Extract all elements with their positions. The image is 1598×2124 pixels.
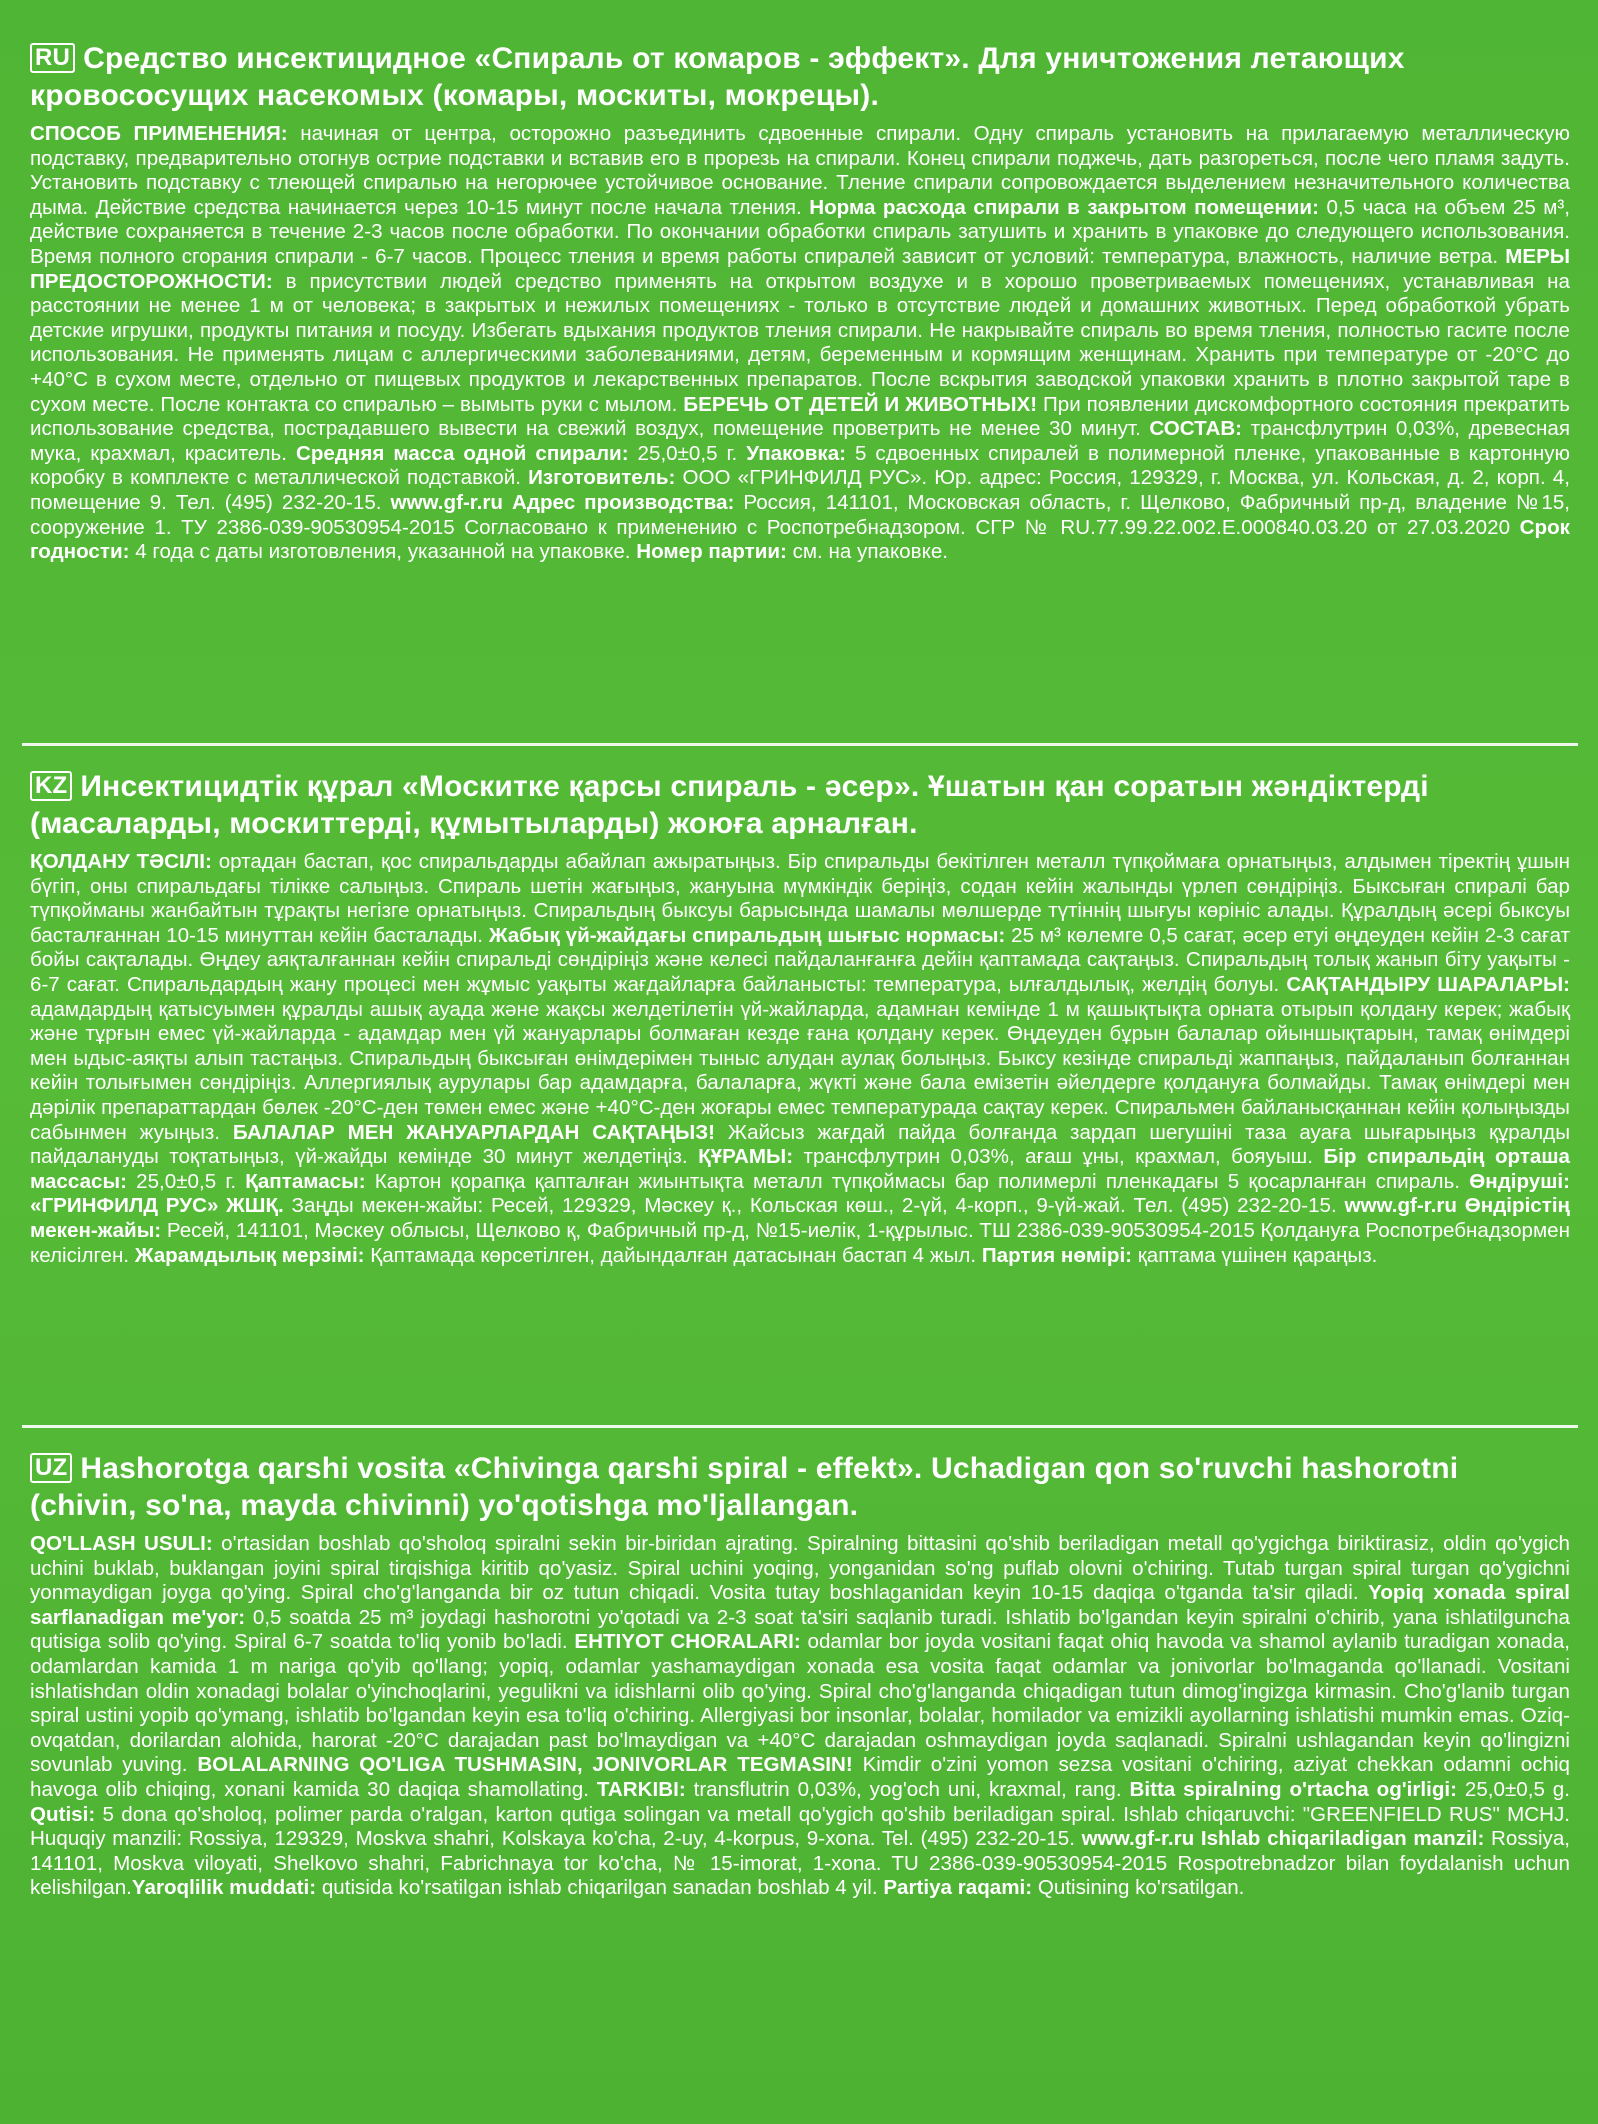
- section-text: в присутствии людей средство применять на открытом воздухе и в хорошо проветриваемых помещениях, устанавливая на расстоянии не менее 1 м от человека; в закрытых и нежилых помещениях - только в отсутствие людей и домашних животных. Перед обработкой убрать детские игрушки, продукты питания и посуду. Избегать вдыхания продуктов тления спирали. Не накрывайте спираль во время тления, полностью гасите после использования. Не применять лицам с аллергическими заболеваниями, детям, беременным и кормящим женщинам. Хранить при температуре от -20°С до +40°С в сухом месте, отдельно от пищевых продуктов и лекарственных препаратов. После вскрытия заводской упаковки хранить в плотно закрытой таре в сухом месте. После контакта со спиралью – вымыть руки с мылом.: [30, 269, 1570, 416]
- section-term: ҚҰРАМЫ:: [698, 1145, 794, 1169]
- section-term: Partiya raqami:: [883, 1876, 1033, 1900]
- section-ru: [30, 40, 1570, 565]
- section-term: Жабық үй-жайдағы спиральдың шығыс нормасы:: [488, 923, 1006, 947]
- section-term: www.gf-r.ru Өндірістің мекен-жайы:: [30, 1194, 1570, 1242]
- section-title-kz: Инсектицидтік құрал «Москитке қарсы спираль - әсер». Ұшатын қан соратын жәндіктерді (масаларды, москиттерді, құмытыларды) жоюға арналған.: [30, 770, 1429, 840]
- section-term: Қаптамасы:: [245, 1169, 366, 1193]
- section-term: EHTIYOT CHORALARI:: [574, 1630, 801, 1654]
- section-text: Россия, 141101, Московская область, г. Щелково, Фабричный пр-д, владение №15, сооружение 1. ТУ 2386-039-90530954-2015 Согласовано к применению с Роспотребнадзором. СГР № RU.77.99.22.002.Е.000840.03.20 от 27.03.2020: [30, 490, 1570, 539]
- section-term: Срок годности:: [30, 515, 1570, 564]
- section-text: қаптама үшінен қараңыз.: [1132, 1243, 1378, 1267]
- section-term: Средняя масса одной спирали:: [295, 441, 629, 465]
- language-badge-uz: UZ: [30, 1453, 72, 1483]
- section-term: www.gf-r.ru Адрес производства:: [390, 490, 735, 514]
- section-text: 0,5 часа на объем 25 м³, действие сохраняется в течение 2-3 часов после обработки. По окончании обработки спираль затушить и хранить в упаковке до следующего использования. Время полного сгорания спирали - 6-7 часов. Процесс тления и время работы спиралей зависит от условий: температура, влажность, наличие ветра.: [30, 195, 1570, 268]
- section-term: БЕРЕЧЬ ОТ ДЕТЕЙ И ЖИВОТНЫХ!: [683, 392, 1038, 416]
- section-text: Ресей, 141101, Мәскеу облысы, Щелково қ, Фабричный пр-д, №15-иелік, 1-құрылыс. ТШ 2386-039-90530954-2015 Қолдануға Роспотребнадзормен келісілген.: [30, 1218, 1570, 1267]
- section-term: Изготовитель:: [528, 466, 676, 490]
- section-term: TARKIBI:: [596, 1777, 686, 1801]
- section-term: Өндіруші: «ГРИНФИЛД РУС» ЖШҚ.: [30, 1169, 1570, 1218]
- language-badge-kz: KZ: [30, 771, 72, 801]
- section-term: Qutisi:: [30, 1802, 96, 1826]
- section-body-ru: [30, 122, 1570, 565]
- section-term: www.gf-r.ru Ishlab chiqariladigan manzil:: [1081, 1827, 1485, 1851]
- section-term: Бір спиральдің орташа массасы:: [30, 1145, 1570, 1193]
- section-term: BOLALARNING QO'LIGA TUSHMASIN, JONIVORLAR TEGMASIN!: [197, 1753, 853, 1777]
- section-kz: [30, 768, 1570, 1268]
- section-text: ООО «ГРИНФИЛД РУС». Юр. адрес: Россия, 129329, г. Москва, ул. Кольская, д. 2, корп. 4, помещение 9. Тел. (495) 232-20-15.: [30, 466, 1570, 514]
- section-text: трансфлутрин 0,03%, древесная мука, крахмал, краситель.: [30, 417, 1570, 465]
- section-title-uz: Hashorotga qarshi vosita «Chivinga qarshi spiral - effekt». Uchadigan qon so'ruvchi hashorotni (chivin, so'na, mayda chivinni) yo'qotishga mo'ljallangan.: [30, 1452, 1459, 1522]
- section-term: ҚОЛДАНУ ТӘСІЛІ:: [30, 850, 212, 873]
- section-term: QO'LLASH USULI:: [30, 1532, 213, 1555]
- section-divider: [22, 1425, 1578, 1428]
- section-text: odamlar bor joyda vositani faqat ohiq havoda va shamol aylanib turadigan xonada, odamlardan kamida 1 m nariga qo'yib qo'llang; yopiq, odamlar yashamaydigan xonada esa vosita faqat odamlar va jonivorlar bo'lmaganda qo'llanadi. Vositani ishlatishdan oldin xonadagi bolalar o'yinchoqlarini, yegulikni va idishlarni olib qo'ying. Spiral cho'g'langanda chiqadigan tutun dimog'ingizga kirmasin. Cho'g'lanib turgan spiral ustini yopib qo'ymang, ishlatib bo'lgandan keyin esa to'liq o'chiring. Allergiyasi bor insonlar, bolalar, homilador va emizikli ayollarning ishlatishi mumkin emas. Oziq-ovqatdan, dorilardan alohida, harorat -20°C darajadan past bo'lmaydigan va +40°C darajadan oshmaydigan joyda saqlanadi. Spiralni ushlagandan keyin qo'lingizni sovunlab yuving.: [30, 1630, 1570, 1777]
- section-text: Жайсыз жағдай пайда болғанда зардап шегушіні таза ауаға шығарыңыз құралды пайдалануды тоқтатыңыз, үй-жайды кемінде 30 минут желдетіңіз.: [30, 1120, 1570, 1169]
- section-term: Упаковка:: [746, 441, 847, 465]
- section-term: СОСТАВ:: [1149, 417, 1243, 441]
- section-term: САҚТАНДЫРУ ШАРАЛАРЫ:: [1286, 972, 1570, 996]
- section-text: transflutrin 0,03%, yog'och uni, kraxmal, rang.: [685, 1777, 1130, 1801]
- section-text: адамдардың қатысуымен құралды ашық ауада және жақсы желдетілетін үй-жайларда, адамнан кемінде 1 м қашықтықта орната отырып қолдану керек; жабық және тұрғын емес үй-жайларда - адамдар мен үй жануарлары болмаған кезде ғана қолдану керек. Өңдеуден бұрын балалар ойыншықтарын, тамақ өнімдері мен ыдыс-аяқты алып тастаңыз. Спиральдың быксыған өнімдерімен тыныс алудан аулақ болыңыз. Быксу кезінде спиральді жаппаңыз, пайдаланып болғаннан кейін толығымен сөндіріңіз. Аллергиялық аурулары бар адамдарға, балаларға, жүкті және бала емізетін әйелдерге қолдануға болмайды. Тамақ өнімдері мен дәрілік препараттардан бөлек -20°С-ден төмен емес және +40°С-ден жоғары емес температурада сақтау керек. Спиральмен байланысқаннан кейін қолыңызды сабынмен жуыңыз.: [30, 997, 1570, 1144]
- section-term: Yaroqlilik muddati:: [131, 1876, 317, 1900]
- section-text: ортадан бастап, қос спиральдарды абайлап ажыратыңыз. Бір спиральды бекітілген металл түпқоймаға орнатыңыз, алдымен тіректің ұшын бүгіп, оны спиральдағы тілікке салыңыз. Спираль шетін жағыңыз, жануына мүмкіндік беріңіз, содан кейін жалынды үрлеп сөндіріңіз. Быксыған спиралі бар түпқойманы жанбайтын тұрақты негізге орнатыңыз. Спиральдың быксуы барысында шамалы мөлшерде түтіннің шығуы көрініс алады. Құралдың әсері быксуы басталғаннан 10-15 минуттан кейін басталады.: [30, 850, 1570, 947]
- section-term: Партия нөмірі:: [981, 1243, 1133, 1267]
- section-text: Qutisining ko'rsatilgan.: [1032, 1876, 1245, 1900]
- section-term: СПОСОБ ПРИМЕНЕНИЯ:: [30, 122, 288, 145]
- section-heading-kz: [30, 768, 1570, 842]
- section-uz: [30, 1450, 1570, 1901]
- section-text: 0,5 soatda 25 m³ joydagi hashorotni yo'qotadi va 2-3 soat ta'siri saqlanib turadi. Ishlatib bo'lgandan keyin spiralni o'chirib, yana ishlatilguncha qutisiga solib qo'ying. Spiral 6-7 soatda to'liq yonib bo'ladi.: [30, 1605, 1570, 1654]
- section-text: qutisida ko'rsatilgan ishlab chiqarilgan sanadan boshlab 4 yil.: [316, 1876, 884, 1900]
- section-text: Картон қорапқа қапталған жиынтықта металл түпқоймасы бар полимерлі пленкадағы 5 қосарланған спираль.: [365, 1169, 1470, 1193]
- section-text: 25,0±0,5 г.: [126, 1169, 246, 1193]
- section-body-uz: [30, 1532, 1570, 1901]
- section-text: 25,0±0,5 г.: [628, 441, 747, 465]
- section-text: см. на упаковке.: [786, 540, 948, 564]
- section-text: Заңды мекен-жайы: Ресей, 129329, Мәскеу қ., Кольская көш., 2-үй, 4-корп., 9-үй-жай. Тел. (495) 232-20-15.: [283, 1194, 1345, 1218]
- section-title-ru: Средство инсектицидное «Спираль от комаров - эффект». Для уничтожения летающих кровососущих насекомых (комары, москиты, мокрецы).: [30, 42, 1405, 112]
- section-divider: [22, 743, 1578, 746]
- section-text: начиная от центра, осторожно разъединить сдвоенные спирали. Одну спираль установить на прилагаемую металлическую подставку, предварительно отогнув острие подставки и вставив его в прорезь на спирали. Конец спирали поджечь, дать разгореться, после чего пламя задуть. Установить подставку с тлеющей спиралью на негорючее устойчивое основание. Тление спирали сопровождается выделением незначительного количества дыма. Действие средства начинается через 10-15 минут после начала тления.: [30, 122, 1570, 219]
- section-heading-uz: [30, 1450, 1570, 1524]
- section-term: Норма расхода спирали в закрытом помещении:: [809, 195, 1319, 219]
- section-text: 25,0±0,5 g.: [1457, 1777, 1570, 1801]
- section-text: Kimdir o'zini yomon sezsa vositani o'chiring, aziyat chekkan odamni ochiq havoga olib chiqing, xonani kamida 30 daqiqa shamollating.: [30, 1753, 1570, 1801]
- section-term: БАЛАЛАР МЕН ЖАНУАРЛАРДАН САҚТАҢЫЗ!: [232, 1120, 715, 1144]
- section-text: o'rtasidan boshlab qo'sholoq spiralni sekin bir-biridan ajrating. Spiralning bittasini qo'shib beriladigan metall qo'ygichga biriktirasiz, oldin qo'ygich uchini buklab, buklangan joyini spiral tirqishiga kiritib qo'yasiz. Spiral uchini yoqing, yonganidan so'ng puflab olovni o'chiring. Tutab turgan spiral turgan qo'ygichni yonmaydigan joyga qo'ying. Spiral cho'g'langanda bir oz tutun chiqadi. Vosita tutay boshlaganidan keyin 10-15 daqiqa o'tganda ta'sir qiladi.: [30, 1532, 1571, 1605]
- section-text: 5 dona qo'sholoq, polimer parda o'ralgan, karton qutiga solingan va metall qo'ygich qo'shib beriladigan spiral. Ishlab chiqaruvchi: "GREENFIELD RUS" MCHJ. Huquqiy manzili: Rossiya, 129329, Moskva shahri, Kolskaya ko'cha, 2-uy, 4-korpus, 9-xona. Tel. (495) 232-20-15.: [30, 1802, 1570, 1851]
- section-term: Номер партии:: [636, 540, 787, 564]
- section-text: Қаптамада көрсетілген, дайындалған датасынан бастап 4 жыл.: [364, 1243, 982, 1267]
- section-text: трансфлутрин 0,03%, ағаш ұны, крахмал, бояуыш.: [793, 1145, 1324, 1169]
- section-text: 25 м³ көлемге 0,5 сағат, әсер етуі өңдеуден кейін 2-3 сағат бойы сақталады. Өңдеу аяқталғаннан кейін спиральді сөндіріңіз және келесі пайдаланғанға дейін қаптамада сақтаңыз. Спиральдың толық жанып біту уақыты - 6-7 сағат. Спиральдардың жану процесі мен жұмыс уақыты жағдайларға байланысты: температура, ылғалдылық, желдің болуы.: [30, 923, 1571, 996]
- section-heading-ru: [30, 40, 1570, 114]
- section-term: Yopiq xonada spiral sarflanadigan me'yor:: [30, 1581, 1571, 1629]
- section-term: МЕРЫ ПРЕДОСТОРОЖНОСТИ:: [30, 244, 1570, 293]
- section-term: Bitta spiralning o'rtacha og'irligi:: [1129, 1777, 1458, 1801]
- language-badge-ru: RU: [30, 43, 75, 73]
- section-text: 4 года с даты изготовления, указанной на упаковке.: [129, 540, 637, 564]
- section-body-kz: [30, 850, 1570, 1268]
- section-text: При появлении дискомфортного состояния прекратить использование средства, пострадавшего вывести на свежий воздух, помещение проветрить не менее 30 минут.: [30, 392, 1570, 441]
- section-term: Жарамдылық мерзімі:: [134, 1243, 365, 1267]
- section-text: 5 сдвоенных спиралей в полимерной пленке, упакованные в картонную коробку в комплекте с металлической подставкой.: [30, 441, 1570, 490]
- section-text: Rossiya, 141101, Moskva viloyati, Shelkovo shahri, Fabrichnaya tor ko'cha, № 15-imorat, 1-xona. TU 2386-039-90530954-2015 Rospotrebnadzor bilan foydalanish uchun kelishilgan.: [30, 1827, 1570, 1900]
